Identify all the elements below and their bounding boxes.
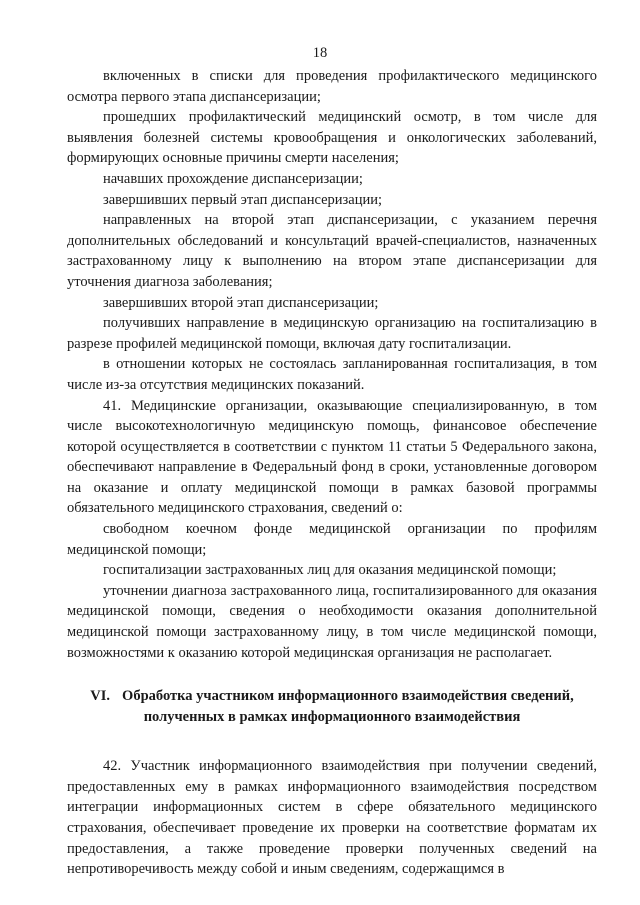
paragraph: направленных на второй этап диспансеризации, с указанием перечня дополнительных обследований и консультаций врачей-специалистов, назначенных застрахованному лицу к выполнению на втором этапе диспансеризации для уточнения диагноза заболевания;	[67, 212, 597, 290]
document-body	[67, 66, 597, 880]
paragraph-item-41: 41. Медицинские организации, оказывающие специализированную, в том числе высокотехнологичную медицинскую помощь, финансовое обеспечение которой осуществляется в соответствии с пунктом 11 статьи 5 Федерального закона, обеспечивают направление в Федеральный фонд в сроки, установленные договором на оказание и оплату медицинской помощи в рамках базовой программы обязательного медицинского страхования, сведений о:	[67, 397, 597, 517]
paragraph: завершивших второй этап диспансеризации;	[103, 294, 379, 311]
paragraph: завершивших первый этап диспансеризации;	[103, 191, 383, 208]
paragraph: включенных в списки для проведения профилактического медицинского осмотра первого этапа диспансеризации;	[67, 68, 597, 105]
paragraph: свободном коечном фонде медицинской организации по профилям медицинской помощи;	[67, 521, 597, 558]
page-number: 18	[312, 45, 328, 61]
section-title: Обработка участником информационного взаимодействия сведений, полученных в рамках информационного взаимодействия	[122, 688, 574, 726]
paragraph: госпитализации застрахованных лиц для оказания медицинской помощи;	[103, 562, 557, 579]
paragraph: уточнении диагноза застрахованного лица, госпитализированного для оказания медицинской помощи, сведения о необходимости оказания дополнительной медицинской помощи застрахованному лицу, в том числе медицинской помощи, возможностями к оказанию которой медицинская организация не располагает.	[67, 582, 597, 661]
spacer	[67, 728, 597, 756]
section-number: VI.	[90, 688, 111, 705]
paragraph: прошедших профилактический медицинский осмотр, в том числе для выявления болезней системы кровообращения и онкологических заболеваний, формирующих основные причины смерти населения;	[67, 109, 597, 167]
paragraph: получивших направление в медицинскую организацию на госпитализацию в разрезе профилей медицинской помощи, включая дату госпитализации.	[67, 315, 597, 352]
bottom-paragraphs	[67, 756, 597, 880]
top-paragraphs	[67, 66, 597, 663]
section-heading	[67, 686, 597, 728]
paragraph: в отношении которых не состоялась запланированная госпитализация, в том числе из-за отсутствия медицинских показаний.	[67, 356, 597, 393]
paragraph-item-42: 42. Участник информационного взаимодействия при получении сведений, предоставленных ему в рамках информационного взаимодействия посредством интеграции информационных систем в сфере обязательного медицинского страхования, обеспечивает проведение их проверки на соответствие форматам их предоставления, а также проведение проверки полученных сведений на непротиворечивость между собой и иным сведениям, содержащимся в	[67, 758, 597, 878]
paragraph: начавших прохождение диспансеризации;	[103, 170, 363, 187]
